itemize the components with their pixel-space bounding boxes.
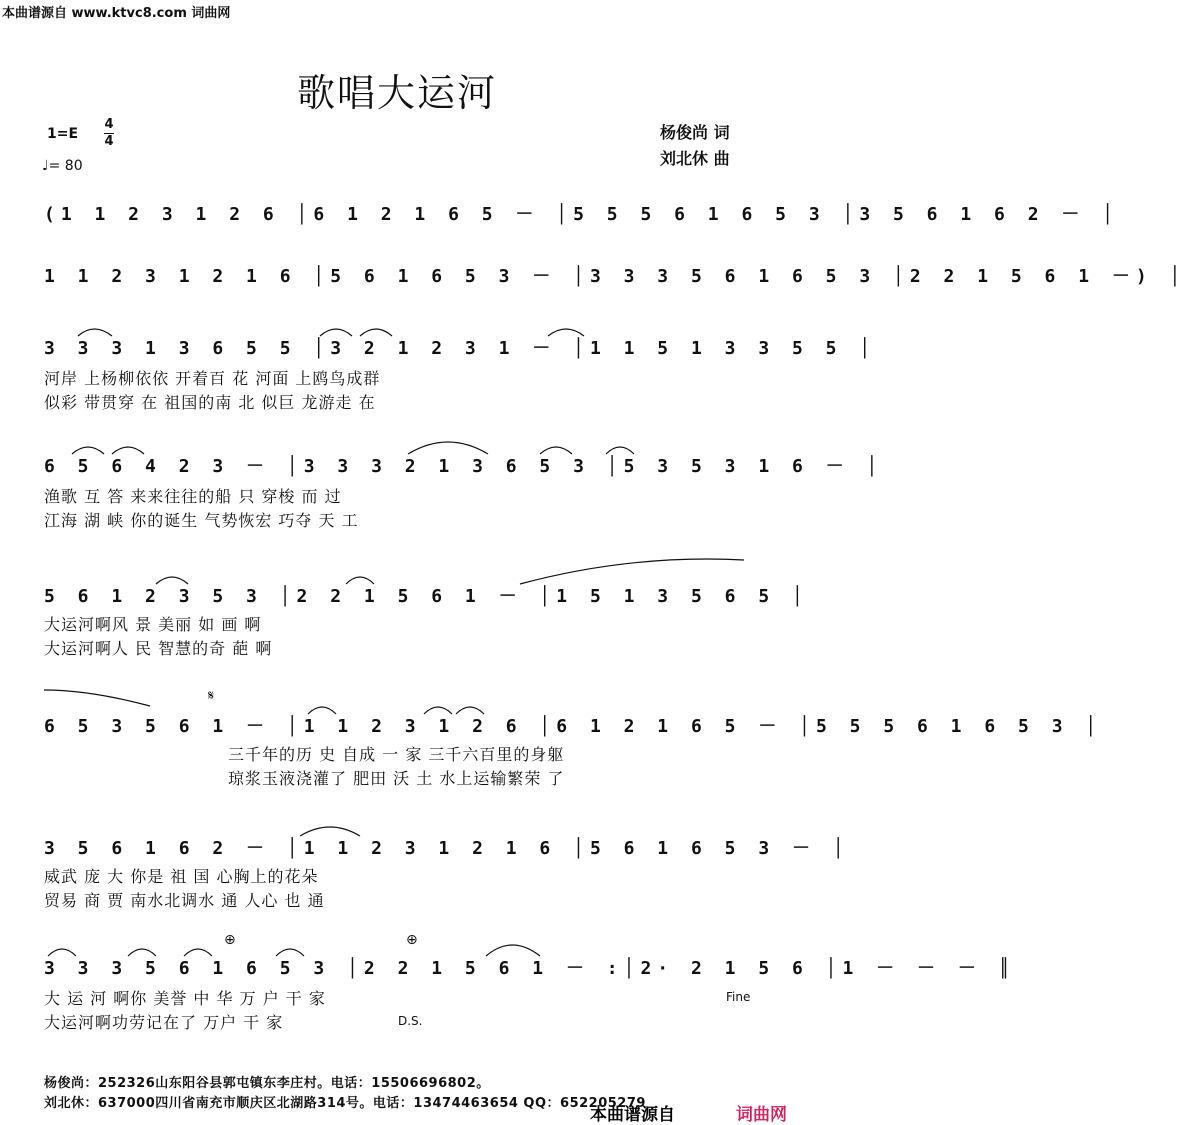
notation-line: 3 3 3 5 6 1 6 5 3 │2 2 1 5 6 1 － :│2· 2 1 5 6 │1 － － － ║	[44, 958, 1016, 979]
slur	[520, 559, 744, 584]
lyrics-verse-1: 河岸 上杨柳依依 开着百 花 河面 上鸥鸟成群	[44, 369, 381, 388]
slur	[346, 577, 374, 584]
slur	[548, 329, 584, 336]
notation-line: 6 5 6 4 2 3 － │3 3 3 2 1 3 6 5 3 │5 3 5 3 1 6 － │	[44, 456, 884, 477]
notation-line: 5 6 1 2 3 5 3 │2 2 1 5 6 1 － │1 5 1 3 5 6 5 │	[44, 586, 809, 607]
coda-mark: ⊕	[224, 932, 236, 948]
coda-mark-2: ⊕	[406, 932, 418, 948]
watermark-text: 本曲谱源自	[590, 1105, 675, 1125]
slur	[408, 442, 488, 454]
slur	[48, 949, 76, 956]
slur	[540, 447, 572, 454]
slur	[456, 707, 484, 714]
slur	[276, 949, 304, 956]
lyrics-verse-1: 威武 庞 大 你是 祖 国 心胸上的花朵	[44, 867, 319, 886]
tempo-marking: ♩= 80	[42, 158, 83, 174]
lyrics-verse-2: 贸易 商 贾 南水北调水 通 人心 也 通	[44, 891, 325, 910]
time-signature-bottom: 4	[104, 134, 114, 149]
key-signature: 1=E	[47, 126, 79, 142]
slur	[308, 707, 336, 714]
time-signature-top: 4	[104, 117, 114, 132]
slur	[44, 690, 150, 706]
slur	[184, 949, 212, 956]
lyrics-verse-2: 大运河啊人 民 智慧的奇 葩 啊	[44, 639, 273, 658]
slur	[424, 707, 452, 714]
notation-line: (1 1 2 3 1 2 6 │6 1 2 1 6 5 － │5 5 5 6 1 6 5 3 │3 5 6 1 6 2 － │	[44, 204, 1120, 225]
slur	[300, 827, 360, 836]
footer-contact-lyricist: 杨俊尚：252326山东阳谷县郭屯镇东李庄村。电话：15506696802。	[44, 1076, 490, 1091]
slur	[78, 329, 112, 336]
slur	[156, 577, 188, 584]
lyrics-verse-2: 江海 湖 峡 你的诞生 气势恢宏 巧夺 天 工	[44, 511, 359, 530]
slur	[360, 329, 392, 336]
lyrics-verse-1: 渔歌 互 答 来来往往的船 只 穿梭 而 过	[44, 487, 342, 506]
slur	[606, 447, 634, 454]
notation-line: 3 3 3 1 3 6 5 5 │3 2 1 2 3 1 － │1 1 5 1 3 3 5 5 │	[44, 338, 877, 359]
song-title: 歌唱大运河	[296, 71, 497, 115]
lyricist-credit: 杨俊尚 词	[660, 123, 730, 142]
slur	[128, 949, 156, 956]
segno-mark: 𝄋	[208, 688, 215, 704]
lyrics-verse-1: 大运河啊风 景 美丽 如 画 啊	[44, 615, 262, 634]
lyrics-verse-1: 大 运 河 啊你 美誉 中 华 万 户 干 家	[44, 989, 326, 1008]
notation-line: 3 5 6 1 6 2 － │1 1 2 3 1 2 1 6 │5 6 1 6 5 3 － │	[44, 838, 850, 859]
lyrics-verse-2: 似彩 带贯穿 在 祖国的南 北 似巨 龙游走 在	[44, 393, 376, 412]
ds-mark: D.S.	[398, 1014, 423, 1028]
notation-line: 6 5 3 5 6 1 － │1 1 2 3 1 2 6 │6 1 2 1 6 5 － │5 5 5 6 1 6 5 3 │	[44, 716, 1103, 737]
slur	[320, 329, 352, 336]
lyrics-verse-1: 三千年的历 史 自成 一 家 三千六百里的身躯	[228, 745, 565, 764]
watermark-logo: 词曲网	[736, 1105, 787, 1125]
lyrics-verse-2: 琼浆玉液浇灌了 肥田 沃 土 水上运输繁荣 了	[228, 769, 565, 788]
slur	[112, 447, 144, 454]
notation-line: 1 1 2 3 1 2 1 6 │5 6 1 6 5 3 － │3 3 3 5 6 1 6 5 3 │2 2 1 5 6 1 －) │	[44, 266, 1186, 287]
composer-credit: 刘北休 曲	[660, 149, 730, 168]
footer-contact-composer: 刘北休：637000四川省南充市顺庆区北湖路314号。电话：13474463654 QQ：652205279	[44, 1096, 646, 1111]
lyrics-verse-2: 大运河啊功劳记在了 万户 干 家	[44, 1013, 284, 1032]
fine-mark: Fine	[726, 990, 751, 1004]
slur	[486, 945, 540, 956]
slur	[72, 447, 104, 454]
site-header: 本曲谱源自 www.ktvc8.com 词曲网	[2, 6, 231, 21]
